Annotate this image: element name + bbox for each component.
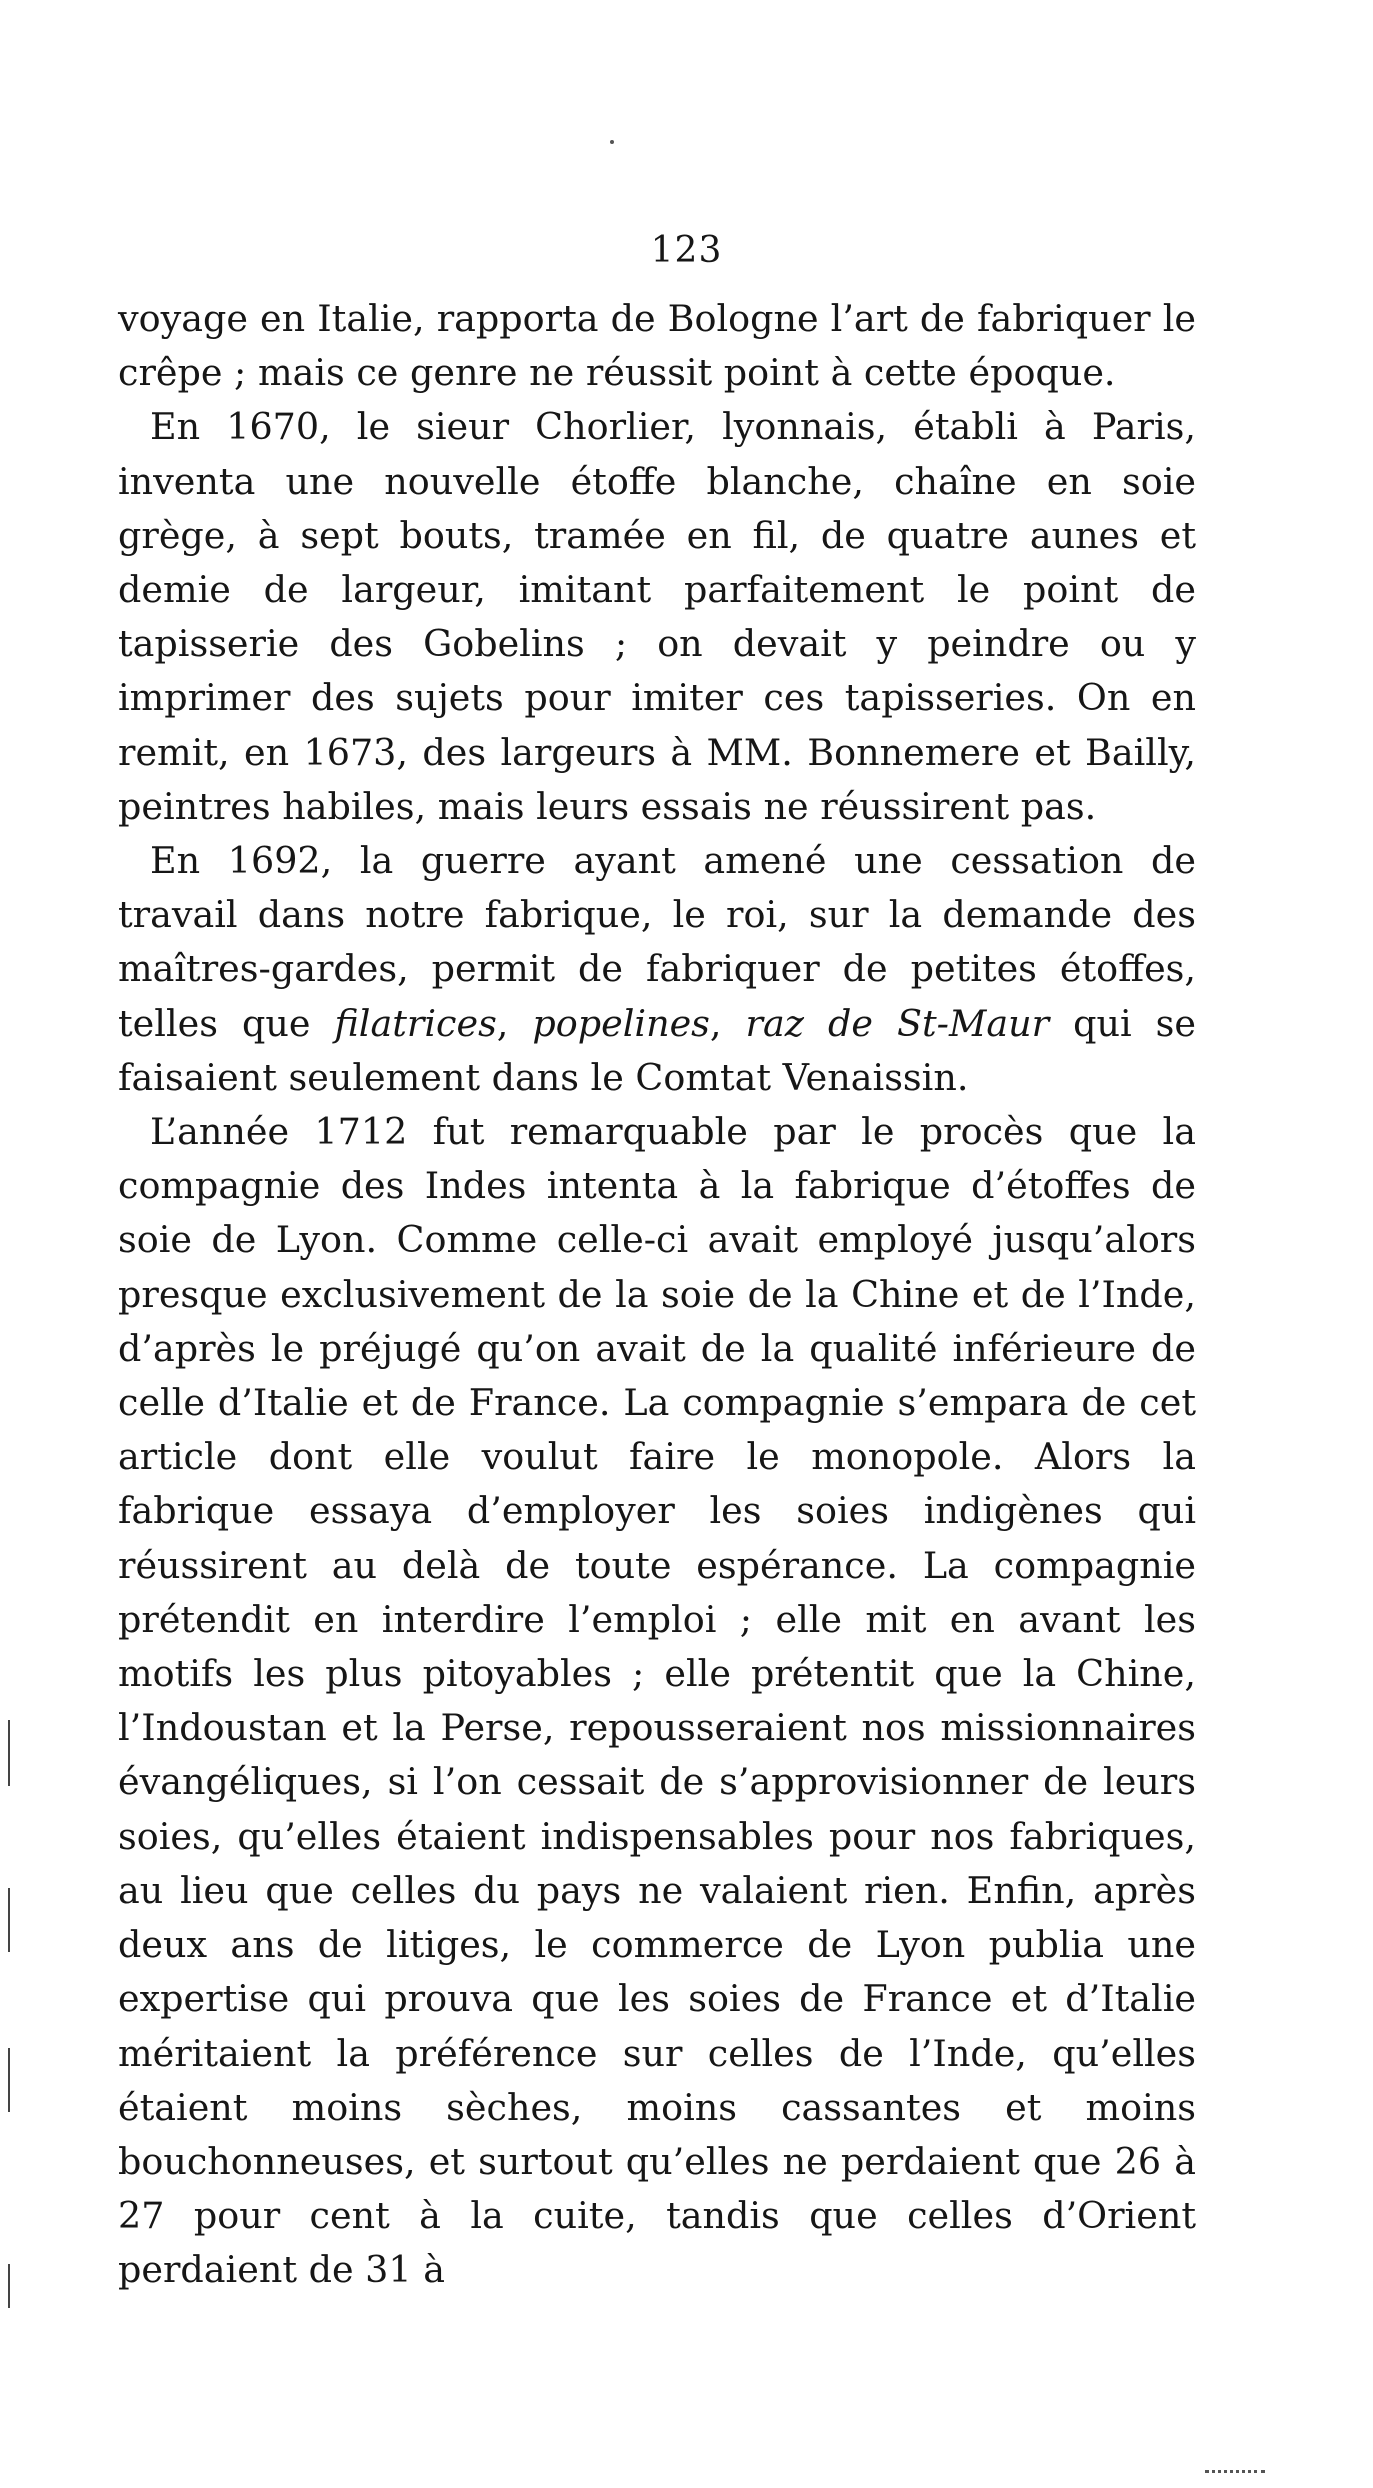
paragraph-continuation: voyage en Italie, rapporta de Bologne l’art de fabriquer le crêpe ; mais ce genre ne réussit point à cette époque. <box>118 297 1196 395</box>
paragraph-chorlier-1670: En 1670, le sieur Chorlier, lyonnais, établi à Paris, inventa une nouvelle étoffe blanche, chaîne en soie grège, à sept bouts, tramée en fil, de quatre aunes et demie de largeur, imitant parfaitement le point de tapisserie des Gobelins ; on devait y peindre ou y imprimer des sujets pour imiter ces tapisseries. On en remit, en 1673, des largeurs à MM. Bonnemere et Bailly, peintres habiles, mais leurs essais ne réussirent pas. <box>118 405 1196 828</box>
italic-term: popelines <box>532 1001 710 1045</box>
separator: , <box>709 1001 746 1045</box>
margin-scan-mark <box>8 1720 10 1786</box>
paragraph-compagnie-1712: L’année 1712 fut remarquable par le procès que la compagnie des Indes intenta à la fabrique d’étoffes de soie de Lyon. Comme celle-ci avait employé jusqu’alors presque exclusivement de la soie de la Chine et de l’Inde, d’après le préjugé qu’on avait de la qualité inférieure de celle d’Italie et de France. La compagnie s’empara de cet article dont elle voulut faire le monopole. Alors la fabrique essaya d’employer les soies indigènes qui réussirent au delà de toute espérance. La compagnie prétendit en interdire l’emploi ; elle mit en avant les motifs les plus pitoyables ; elle prétentit que la Chine, l’Indoustan et la Perse, repousseraient nos missionnaires évangéliques, si l’on cessait de s’approvisionner de leurs soies, qu’elles étaient indispensables pour nos fabriques, au lieu que celles du pays ne valaient rien. Enfin, après deux ans de litiges, le commerce de Lyon publia une expertise qui prouva que les soies de France et d’Italie méritaient la préférence sur celles de l’Inde, qu’elles étaient moins sèches, moins cassantes et moins bouchonneuses, et surtout qu’elles ne perdaient que 26 à 27 pour cent à la cuite, tandis que celles d’Orient perdaient de 31 à <box>118 1110 1196 2292</box>
ink-speck <box>610 140 614 144</box>
paragraph-text: qui se faisaient seulement dans le Comtat Venaissin. <box>118 1001 1196 1099</box>
margin-scan-mark <box>8 2264 10 2308</box>
italic-term: filatrices <box>334 1001 497 1045</box>
margin-scan-mark <box>8 2048 10 2112</box>
paragraph-guerre-1692 <box>118 834 1196 1105</box>
body-text <box>118 292 1196 2298</box>
paragraph-text: En 1692, la guerre ayant amené une cessation de travail dans notre fabrique, le roi, sur la demande des maîtres-gardes, permit de fabriquer de petites étoffes, telles que <box>118 839 1196 1045</box>
separator: , <box>496 1001 533 1045</box>
margin-scan-mark <box>8 1888 10 1952</box>
footer-scan-mark <box>1205 2470 1265 2476</box>
italic-term: raz de St-Maur <box>745 1001 1050 1045</box>
page-number: 123 <box>650 230 723 271</box>
